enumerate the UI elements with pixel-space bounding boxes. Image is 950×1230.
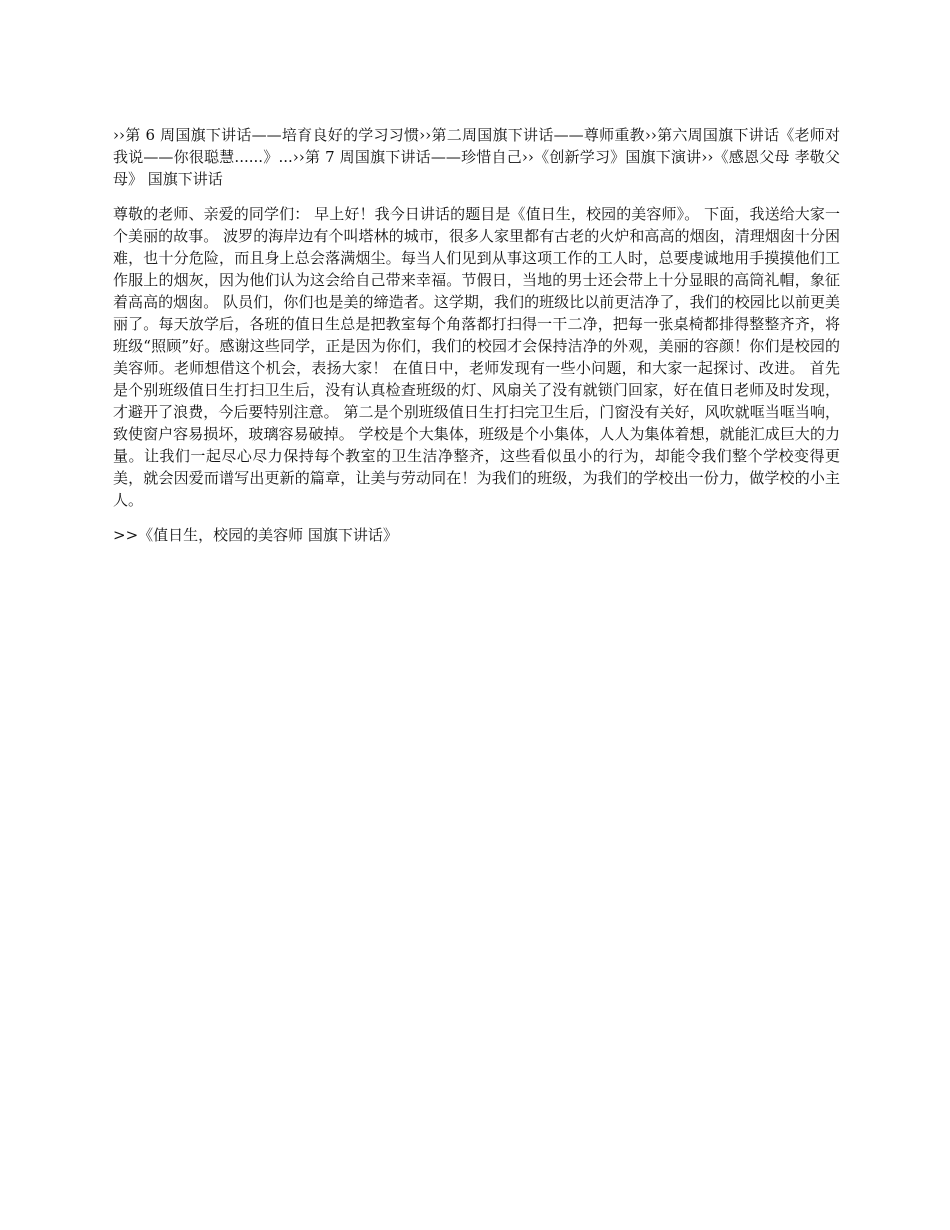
related-link-week2-respect-teachers[interactable]: 第二周国旗下讲话——尊师重教 bbox=[431, 126, 645, 144]
link-separator: ›› bbox=[419, 126, 432, 144]
link-separator: ›› bbox=[113, 126, 125, 144]
related-link-gratitude-parents[interactable]: 《感恩父母 孝敬父母》 国旗下讲话 bbox=[113, 148, 840, 188]
article-body: 尊敬的老师、亲爱的同学们： 早上好！我今日讲话的题目是《值日生，校园的美容师》。 下面，我送给大家一个美丽的故事。 波罗的海岸边有个叫塔林的城市，很多人家里都有古老的火炉和高高的烟囱，清理烟囱十分困难，也十分危险，而且身上总会落满烟尘。每当人们见到从事这项工作的工人时，总要虔诚地用手摸摸他们工作服上的烟灰，因为他们认为这会给自己带来幸福。节假日，当地的男士还会带上十分显眼的高筒礼帽，象征着高高的烟囱。 队员们，你们也是美的缔造者。这学期，我们的班级比以前更洁净了，我们的校园比以前更美丽了。每天放学后，各班的值日生总是把教室每个角落都打扫得一干二净，把每一张桌椅都排得整整齐齐，将班级“照顾”好。感谢这些同学，正是因为你们，我们的校园才会保持洁净的外观，美丽的容颜！你们是校园的美容师。老师想借这个机会，表扬大家！ 在值日中，老师发现有一些小问题，和大家一起探讨、改进。 首先是个别班级值日生打扫卫生后，没有认真检查班级的灯、风扇关了没有就锁门回家，好在值日老师及时发现，才避开了浪费，今后要特别注意。 第二是个别班级值日生打扫完卫生后，门窗没有关好，风吹就哐当哐当响，致使窗户容易损坏，玻璃容易破掉。 学校是个大集体，班级是个小集体，人人为集体着想，就能汇成巨大的力量。让我们一起尽心尽力保持每个教室的卫生洁净整齐，这些看似虽小的行为，却能令我们整个学校变得更美，就会因爱而谱写出更新的篇章，让美与劳动同在！为我们的班级，为我们的学校出一份力，做学校的小主人。 bbox=[113, 205, 840, 509]
related-link-innovation[interactable]: 《创新学习》国旗下演讲 bbox=[533, 148, 702, 166]
back-link bbox=[113, 524, 840, 546]
link-separator: ›› bbox=[701, 148, 714, 166]
related-link-week7-cherish[interactable]: 第 7 周国旗下讲话——珍惜自己 bbox=[304, 148, 522, 166]
back-link-prefix: >> bbox=[113, 526, 139, 544]
related-links bbox=[113, 124, 840, 190]
link-separator: ›› bbox=[644, 126, 657, 144]
back-link-title[interactable]: 《值日生，校园的美容师 国旗下讲话》 bbox=[138, 526, 398, 544]
link-separator: ›› bbox=[292, 148, 305, 166]
link-separator: ›› bbox=[521, 148, 534, 166]
document-page bbox=[113, 124, 840, 546]
related-link-week6-smart[interactable]: 第六周国旗下讲话《老师对我说——你很聪慧......》... bbox=[113, 126, 840, 166]
related-link-week6-habits[interactable]: 第 6 周国旗下讲话——培育良好的学习习惯 bbox=[125, 126, 420, 144]
